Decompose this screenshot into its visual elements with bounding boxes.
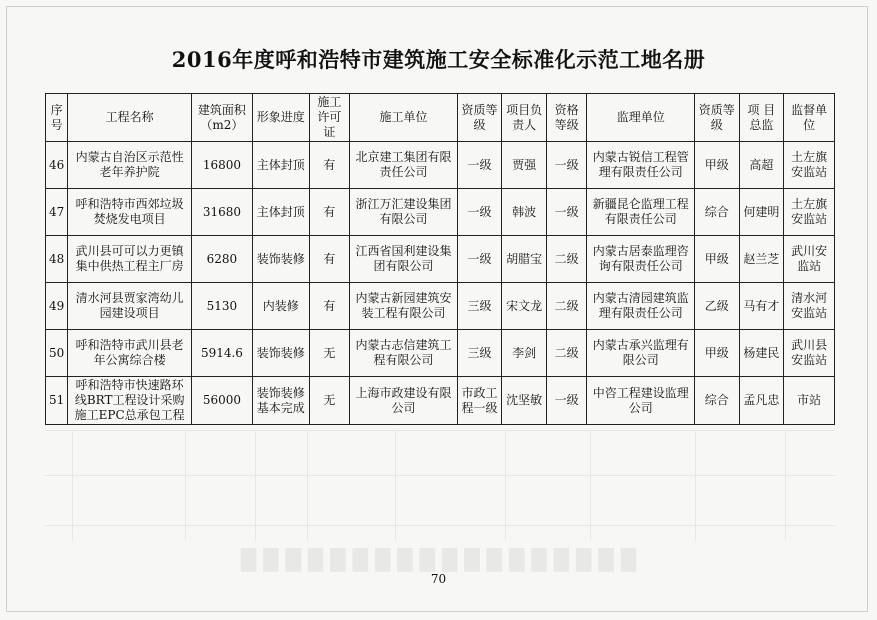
- cell-project-name: 呼和浩特市快速路环线BRT工程设计采购施工EPC总承包工程: [68, 377, 192, 425]
- cell-qualification: 市政工程一级: [457, 377, 502, 425]
- cell-chief-supervisor: 高超: [739, 142, 784, 189]
- cell-manager-grade: 一级: [546, 189, 587, 236]
- cell-progress: 主体封顶: [252, 142, 309, 189]
- cell-project-manager: 贾强: [502, 142, 547, 189]
- cell-chief-supervisor: 何建明: [739, 189, 784, 236]
- cell-oversight-unit: 武川安监站: [784, 236, 835, 283]
- cell-supervisor-company: 新疆昆仑监理工程有限责任公司: [587, 189, 694, 236]
- cell-area: 56000: [192, 377, 253, 425]
- cell-index: 48: [46, 236, 68, 283]
- cell-qualification: 一级: [457, 189, 502, 236]
- cell-project-manager: 李剑: [502, 330, 547, 377]
- header-cell: 建筑面积（m2）: [192, 94, 253, 142]
- cell-contractor: 内蒙古志信建筑工程有限公司: [350, 330, 457, 377]
- cell-manager-grade: 二级: [546, 330, 587, 377]
- header-cell: 资质等级: [694, 94, 739, 142]
- header-cell: 施工许可证: [309, 94, 350, 142]
- cell-project-manager: 胡腊宝: [502, 236, 547, 283]
- cell-supervisor-grade: 甲级: [694, 330, 739, 377]
- cell-supervisor-company: 内蒙古清园建筑监理有限责任公司: [587, 283, 694, 330]
- cell-area: 31680: [192, 189, 253, 236]
- bleed-through-ghost: [45, 430, 835, 540]
- header-cell: 项目负责人: [502, 94, 547, 142]
- header-cell: 资格等级: [546, 94, 587, 142]
- cell-manager-grade: 一级: [546, 142, 587, 189]
- cell-supervisor-company: 内蒙古承兴监理有限公司: [587, 330, 694, 377]
- cell-project-manager: 韩波: [502, 189, 547, 236]
- header-cell: 监督单位: [784, 94, 835, 142]
- cell-progress: 装饰装修: [252, 330, 309, 377]
- cell-project-manager: 沈坚敏: [502, 377, 547, 425]
- cell-permit: 有: [309, 189, 350, 236]
- cell-chief-supervisor: 马有才: [739, 283, 784, 330]
- page-title: 2016年度呼和浩特市建筑施工安全标准化示范工地名册: [171, 47, 706, 72]
- cell-index: 47: [46, 189, 68, 236]
- cell-oversight-unit: 清水河安监站: [784, 283, 835, 330]
- cell-qualification: 三级: [457, 283, 502, 330]
- cell-project-name: 武川县可可以力更镇集中供热工程主厂房: [68, 236, 192, 283]
- table-row: [46, 330, 835, 377]
- cell-progress: 装饰装修: [252, 236, 309, 283]
- cell-supervisor-grade: 综合: [694, 189, 739, 236]
- cell-permit: 有: [309, 142, 350, 189]
- cell-contractor: 江西省国利建设集团有限公司: [350, 236, 457, 283]
- header-cell: 施工单位: [350, 94, 457, 142]
- cell-supervisor-grade: 乙级: [694, 283, 739, 330]
- cell-index: 49: [46, 283, 68, 330]
- table-row: [46, 142, 835, 189]
- header-cell: 形象进度: [252, 94, 309, 142]
- cell-contractor: 内蒙古新园建筑安装工程有限公司: [350, 283, 457, 330]
- header-row: [46, 94, 835, 142]
- cell-oversight-unit: 市站: [784, 377, 835, 425]
- cell-progress: 内装修: [252, 283, 309, 330]
- cell-qualification: 一级: [457, 236, 502, 283]
- cell-index: 46: [46, 142, 68, 189]
- table-row: [46, 236, 835, 283]
- cell-contractor: 浙江万汇建设集团有限公司: [350, 189, 457, 236]
- cell-supervisor-company: 内蒙古锐信工程管理有限责任公司: [587, 142, 694, 189]
- cell-permit: 有: [309, 236, 350, 283]
- bleed-through-title: █ █ █ █ █ █ █ █ █ █ █ █ █ █ █ █ █ █: [240, 548, 637, 572]
- cell-supervisor-grade: 甲级: [694, 142, 739, 189]
- cell-chief-supervisor: 杨建民: [739, 330, 784, 377]
- table-row: [46, 377, 835, 425]
- cell-progress: 装饰装修基本完成: [252, 377, 309, 425]
- cell-area: 16800: [192, 142, 253, 189]
- cell-contractor: 上海市政建设有限公司: [350, 377, 457, 425]
- cell-permit: 无: [309, 330, 350, 377]
- cell-index: 51: [46, 377, 68, 425]
- cell-project-name: 清水河县贾家湾幼儿园建设项目: [68, 283, 192, 330]
- cell-oversight-unit: 土左旗安监站: [784, 142, 835, 189]
- cell-supervisor-grade: 综合: [694, 377, 739, 425]
- header-cell: 序号: [46, 94, 68, 142]
- cell-supervisor-company: 中咨工程建设监理公司: [587, 377, 694, 425]
- table-row: [46, 189, 835, 236]
- cell-permit: 有: [309, 283, 350, 330]
- cell-chief-supervisor: 赵兰芝: [739, 236, 784, 283]
- header-cell: 监理单位: [587, 94, 694, 142]
- cell-supervisor-company: 内蒙古居泰监理咨询有限责任公司: [587, 236, 694, 283]
- cell-area: 5130: [192, 283, 253, 330]
- cell-contractor: 北京建工集团有限责任公司: [350, 142, 457, 189]
- cell-permit: 无: [309, 377, 350, 425]
- cell-area: 6280: [192, 236, 253, 283]
- table-row: [46, 283, 835, 330]
- page-number: 70: [430, 572, 447, 586]
- cell-qualification: 三级: [457, 330, 502, 377]
- cell-area: 5914.6: [192, 330, 253, 377]
- cell-oversight-unit: 土左旗安监站: [784, 189, 835, 236]
- cell-project-name: 呼和浩特市武川县老年公寓综合楼: [68, 330, 192, 377]
- cell-manager-grade: 一级: [546, 377, 587, 425]
- cell-supervisor-grade: 甲级: [694, 236, 739, 283]
- cell-project-manager: 宋文龙: [502, 283, 547, 330]
- cell-qualification: 一级: [457, 142, 502, 189]
- cell-oversight-unit: 武川县安监站: [784, 330, 835, 377]
- cell-chief-supervisor: 孟凡忠: [739, 377, 784, 425]
- cell-manager-grade: 二级: [546, 236, 587, 283]
- cell-progress: 主体封顶: [252, 189, 309, 236]
- cell-project-name: 内蒙古自治区示范性老年养护院: [68, 142, 192, 189]
- cell-project-name: 呼和浩特市西郊垃圾焚烧发电项目: [68, 189, 192, 236]
- cell-manager-grade: 二级: [546, 283, 587, 330]
- header-cell: 资质等级: [457, 94, 502, 142]
- header-cell: 项 目总监: [739, 94, 784, 142]
- cell-index: 50: [46, 330, 68, 377]
- roster-table: [45, 93, 835, 425]
- header-cell: 工程名称: [68, 94, 192, 142]
